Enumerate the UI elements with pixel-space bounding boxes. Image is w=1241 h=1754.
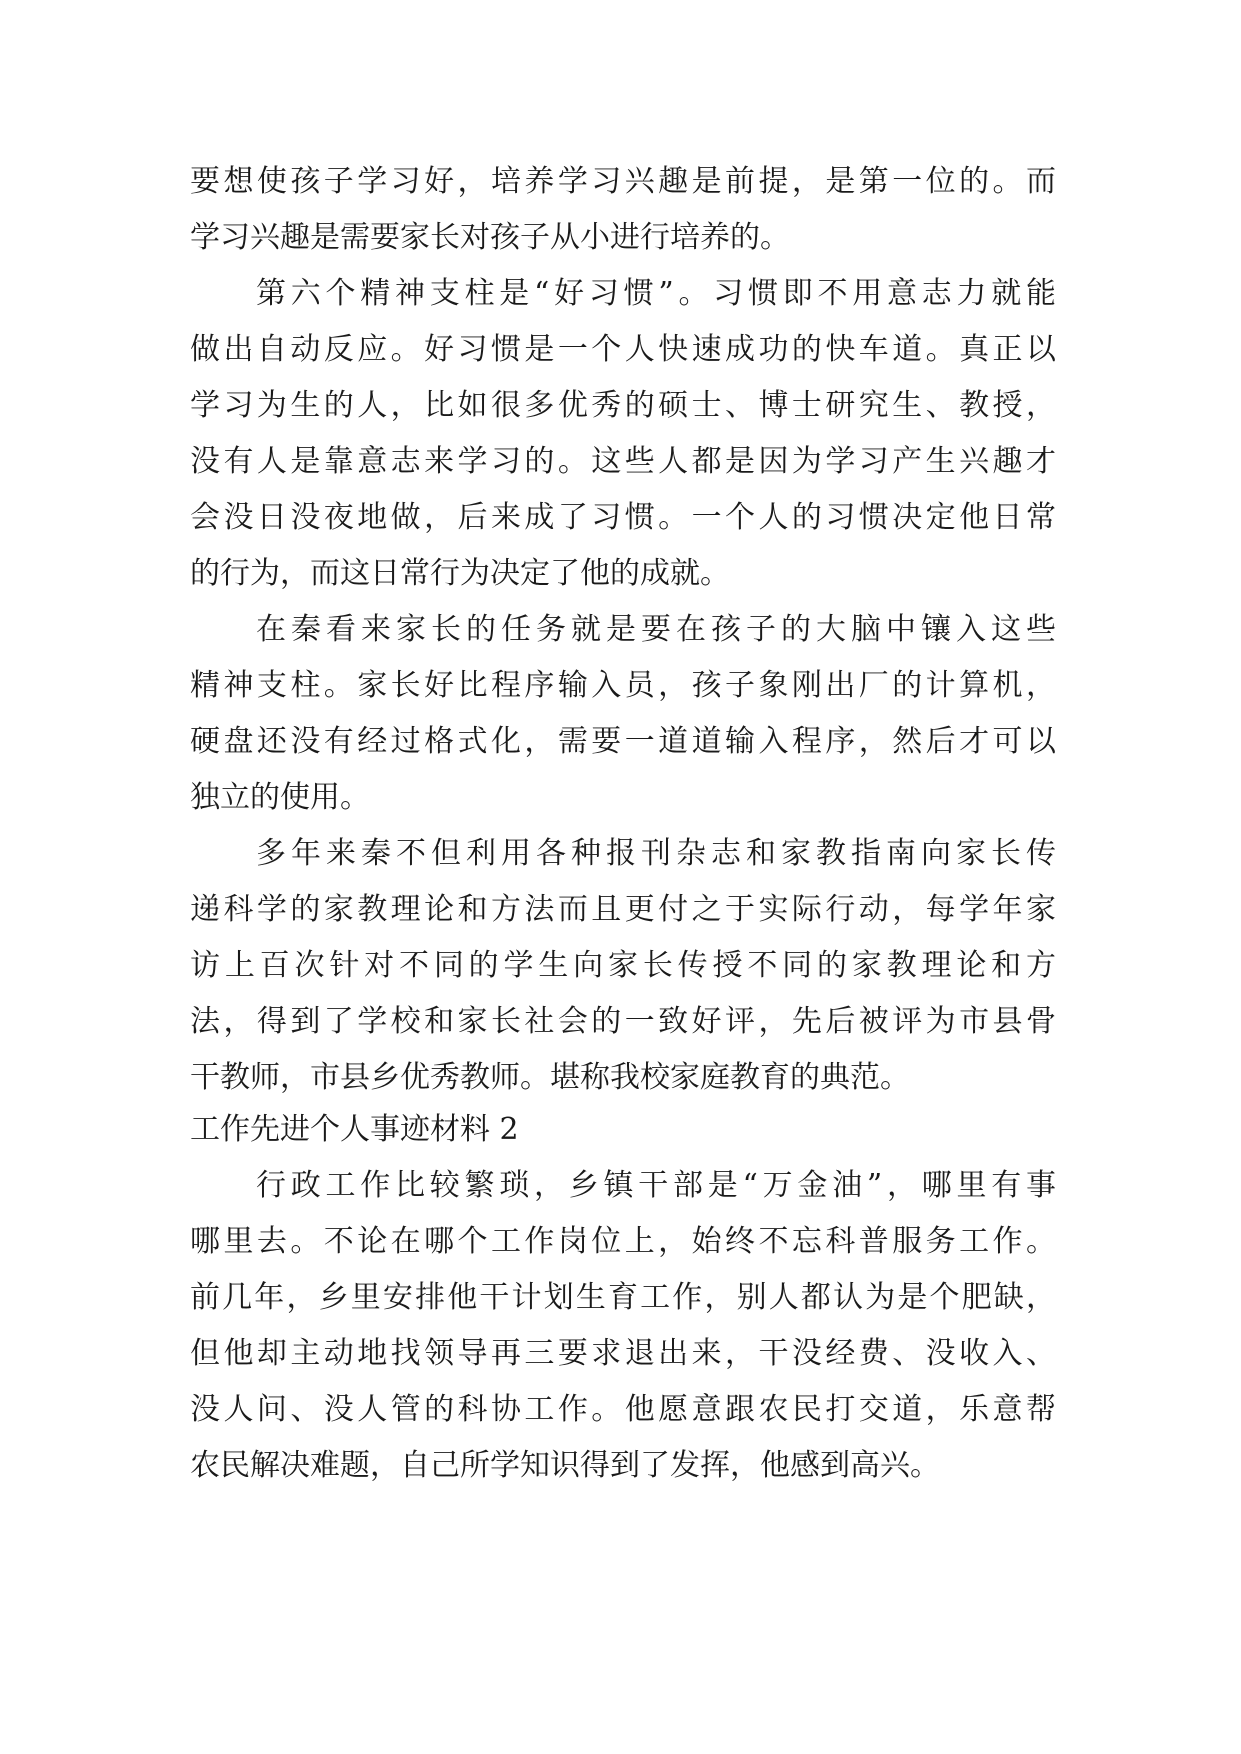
text-line: 第六个精神支柱是“好习惯”。习惯即不用意志力就能 [256, 276, 1056, 311]
text-line: 的行为，而这日常行为决定了他的成就。 [190, 556, 730, 591]
text-line: 农民解决难题，自己所学知识得到了发挥，他感到高兴。 [190, 1448, 940, 1483]
text-line: 多年来秦不但利用各种报刊杂志和家教指南向家长传 [256, 836, 1056, 871]
text-line: 递科学的家教理论和方法而且更付之于实际行动，每学年家 [190, 892, 1056, 927]
section-heading: 工作先进个人事迹材料 2 [190, 1112, 519, 1147]
text-line: 行政工作比较繁琐，乡镇干部是“万金油”，哪里有事 [256, 1168, 1056, 1203]
text-line: 在秦看来家长的任务就是要在孩子的大脑中镶入这些 [256, 612, 1056, 647]
text-line: 硬盘还没有经过格式化，需要一道道输入程序，然后才可以 [190, 724, 1056, 759]
text-line: 要想使孩子学习好，培养学习兴趣是前提，是第一位的。而 [190, 164, 1056, 199]
text-line: 做出自动反应。好习惯是一个人快速成功的快车道。真正以 [190, 332, 1056, 367]
text-line: 法，得到了学校和家长社会的一致好评，先后被评为市县骨 [190, 1004, 1056, 1039]
text-line: 哪里去。不论在哪个工作岗位上，始终不忘科普服务工作。 [190, 1224, 1056, 1259]
text-line: 精神支柱。家长好比程序输入员，孩子象刚出厂的计算机， [190, 668, 1056, 703]
text-line: 没人问、没人管的科协工作。他愿意跟农民打交道，乐意帮 [190, 1392, 1056, 1427]
text-line: 学习兴趣是需要家长对孩子从小进行培养的。 [190, 220, 790, 255]
text-line: 学习为生的人，比如很多优秀的硕士、博士研究生、教授， [190, 388, 1056, 423]
text-line: 没有人是靠意志来学习的。这些人都是因为学习产生兴趣才 [190, 444, 1056, 479]
text-line: 但他却主动地找领导再三要求退出来，干没经费、没收入、 [190, 1336, 1056, 1371]
text-line: 前几年，乡里安排他干计划生育工作，别人都认为是个肥缺， [190, 1280, 1056, 1315]
text-line: 干教师，市县乡优秀教师。堪称我校家庭教育的典范。 [190, 1060, 910, 1095]
text-line: 会没日没夜地做，后来成了习惯。一个人的习惯决定他日常 [190, 500, 1056, 535]
text-line: 独立的使用。 [190, 780, 370, 815]
text-line: 访上百次针对不同的学生向家长传授不同的家教理论和方 [190, 948, 1056, 983]
